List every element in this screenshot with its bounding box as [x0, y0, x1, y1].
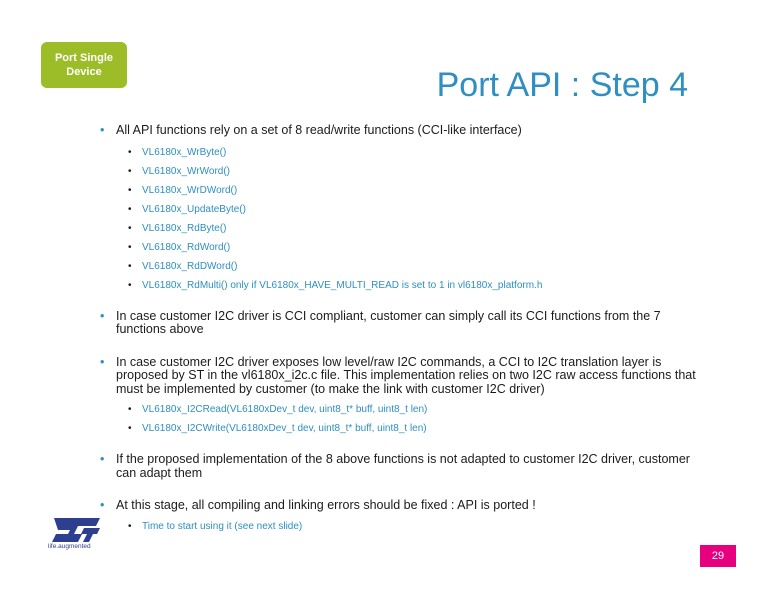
sub-bullet-item: • VL6180x_WrWord() [128, 166, 700, 178]
sub-bullet-item: • VL6180x_RdByte() [128, 223, 700, 235]
sub-bullet-item: • VL6180x_I2CRead(VL6180xDev_t dev, uint8_t* buff, uint8_t len) [128, 404, 700, 416]
section-badge [41, 42, 127, 88]
slide-title: Port API : Step 4 [436, 66, 688, 104]
sub-bullet-item: • VL6180x_WrByte() [128, 147, 700, 159]
bullet-item: • At this stage, all compiling and linking errors should be fixed : API is ported ! [100, 499, 700, 513]
sub-bullet-item: • VL6180x_RdMulti() only if VL6180x_HAVE_MULTI_READ is set to 1 in vl6180x_platform.h [128, 280, 700, 292]
bullet-item: • All API functions rely on a set of 8 read/write functions (CCI-like interface) [100, 124, 700, 138]
sub-bullet-item: • VL6180x_UpdateByte() [128, 204, 700, 216]
sub-bullet-item: • VL6180x_I2CWrite(VL6180xDev_t dev, uint8_t* buff, uint8_t len) [128, 423, 700, 435]
section-badge-line2: Device [66, 66, 102, 78]
bullet-item: • If the proposed implementation of the 8 above functions is not adapted to customer I2C driver, customer can adapt them [100, 453, 700, 480]
sub-bullet-item: • VL6180x_RdWord() [128, 242, 700, 254]
section-badge-line1: Port Single [54, 52, 114, 64]
sub-bullet-item: • Time to start using it (see next slide) [128, 521, 700, 533]
bullet-item: • In case customer I2C driver exposes low level/raw I2C commands, a CCI to I2C translation layer is proposed by ST in the vl6180x_i2c.c file. This implementation relies on two I2C raw access functions that must be implemented by customer (to make the link with customer I2C driver) [100, 356, 700, 397]
bullet-item: • In case customer I2C driver is CCI compliant, customer can simply call its CCI functions from the 7 functions above [100, 310, 700, 337]
page-number: 29 [700, 545, 736, 567]
sub-bullet-item: • VL6180x_WrDWord() [128, 185, 700, 197]
brand-tagline: life.augmented [48, 543, 91, 550]
sub-bullet-item: • VL6180x_RdDWord() [128, 261, 700, 273]
slide-content [100, 124, 700, 533]
